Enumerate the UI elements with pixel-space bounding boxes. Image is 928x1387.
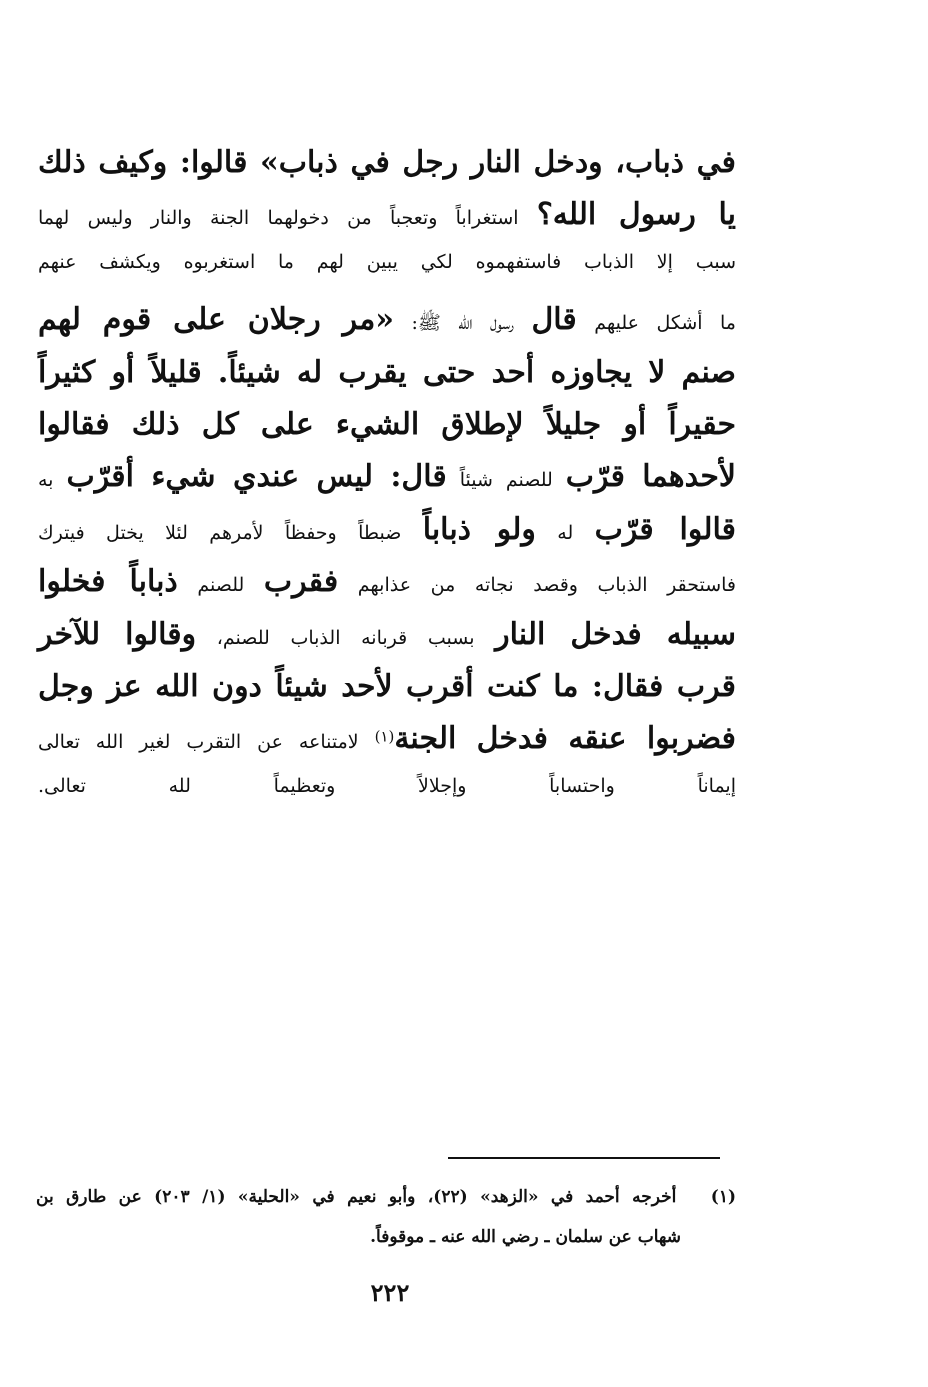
text-segment: لأحدهما قرّب [565, 459, 737, 494]
text-segment: يا رسول الله؟ [536, 197, 736, 232]
body-line [38, 355, 736, 390]
footnote-reference: (١) [374, 727, 395, 746]
text-segment: قرب فقال: ما كنت أقرب لأحد شيئاً دون الله عز وجل [38, 669, 736, 704]
text-segment: قالوا قرّب [594, 512, 736, 547]
body-line [38, 669, 736, 704]
text-segment: فضربوا عنقه فدخل الجنة [394, 721, 736, 756]
text-segment: به [38, 469, 67, 491]
body-line [38, 145, 736, 180]
text-segment: سبيله فدخل النار [495, 617, 736, 652]
text-segment: في ذباب، ودخل النار رجل في ذباب» قالوا: وكيف ذلك [38, 145, 736, 180]
text-segment: حقيراً أو جليلاً لإطلاق الشيء على كل ذلك فقالوا [38, 407, 736, 442]
text-segment: ذباباً فخلوا [38, 564, 178, 599]
text-segment: قال [531, 302, 577, 337]
footnote-number: (١) [710, 1187, 736, 1207]
text-segment: وقالوا للآخر [38, 617, 197, 652]
text-segment: صنم لا يجاوزه أحد حتى يقرب له شيئاً. قليلاً أو كثيراً [38, 355, 736, 390]
text-segment: فقرب [263, 564, 339, 599]
footnote-text-1: أخرجه أحمد في «الزهد» (٢٢)، وأبو نعيم في «الحلية» (١/ ٢٠٣) عن طارق بن [36, 1187, 677, 1207]
text-segment: «مر رجلان على قوم لهم [38, 302, 395, 337]
text-segment: لامتناعه عن التقرب لغير الله تعالى [38, 731, 375, 753]
text-segment: ضبطاً وحفظاً لأمرهم لئلا يختل فيترك [38, 522, 423, 544]
text-segment: رسول الله ﷺ: [394, 312, 532, 334]
footnote-text-2: شهاب عن سلمان ـ رضي الله عنه ـ موقوفاً. [370, 1227, 681, 1247]
text-segment: ما أشكل عليهم [576, 312, 736, 334]
body-line [38, 302, 736, 337]
body-line [38, 512, 736, 547]
body-line [38, 721, 736, 756]
body-line [38, 617, 736, 652]
text-segment: فاستحقر الذباب وقصد نجاته من عذابهم [338, 574, 736, 596]
text-segment: له [535, 522, 595, 544]
text-segment: ولو ذباباً [422, 512, 536, 547]
page-number: ٢٢٢ [370, 1278, 410, 1307]
text-segment: قال: ليس عندي شيء أقرّب [66, 459, 447, 494]
text-segment: للصنم [177, 574, 264, 596]
footnote-line-1 [36, 1189, 736, 1206]
text-segment: استغراباً وتعجباً من دخولهما الجنة والنار وليس لهما [38, 207, 537, 229]
text-segment: إيماناً واحتساباً وإجلالاً وتعظيماً لله تعالى. [38, 775, 736, 797]
footnote-line-2 [370, 1229, 681, 1246]
body-line [38, 564, 736, 599]
text-segment: للصنم شيئاً [446, 469, 566, 491]
body-line [38, 777, 736, 796]
body-line [38, 407, 736, 442]
body-line [38, 253, 736, 272]
body-line [38, 459, 737, 494]
text-segment: بسبب قربانه الذباب للصنم، [196, 627, 496, 649]
body-line [38, 197, 736, 232]
footnote-separator [448, 1157, 720, 1159]
text-segment: سبب إلا الذباب فاستفهموه لكي يبين لهم ما استغربوه ويكشف عنهم [38, 251, 736, 273]
